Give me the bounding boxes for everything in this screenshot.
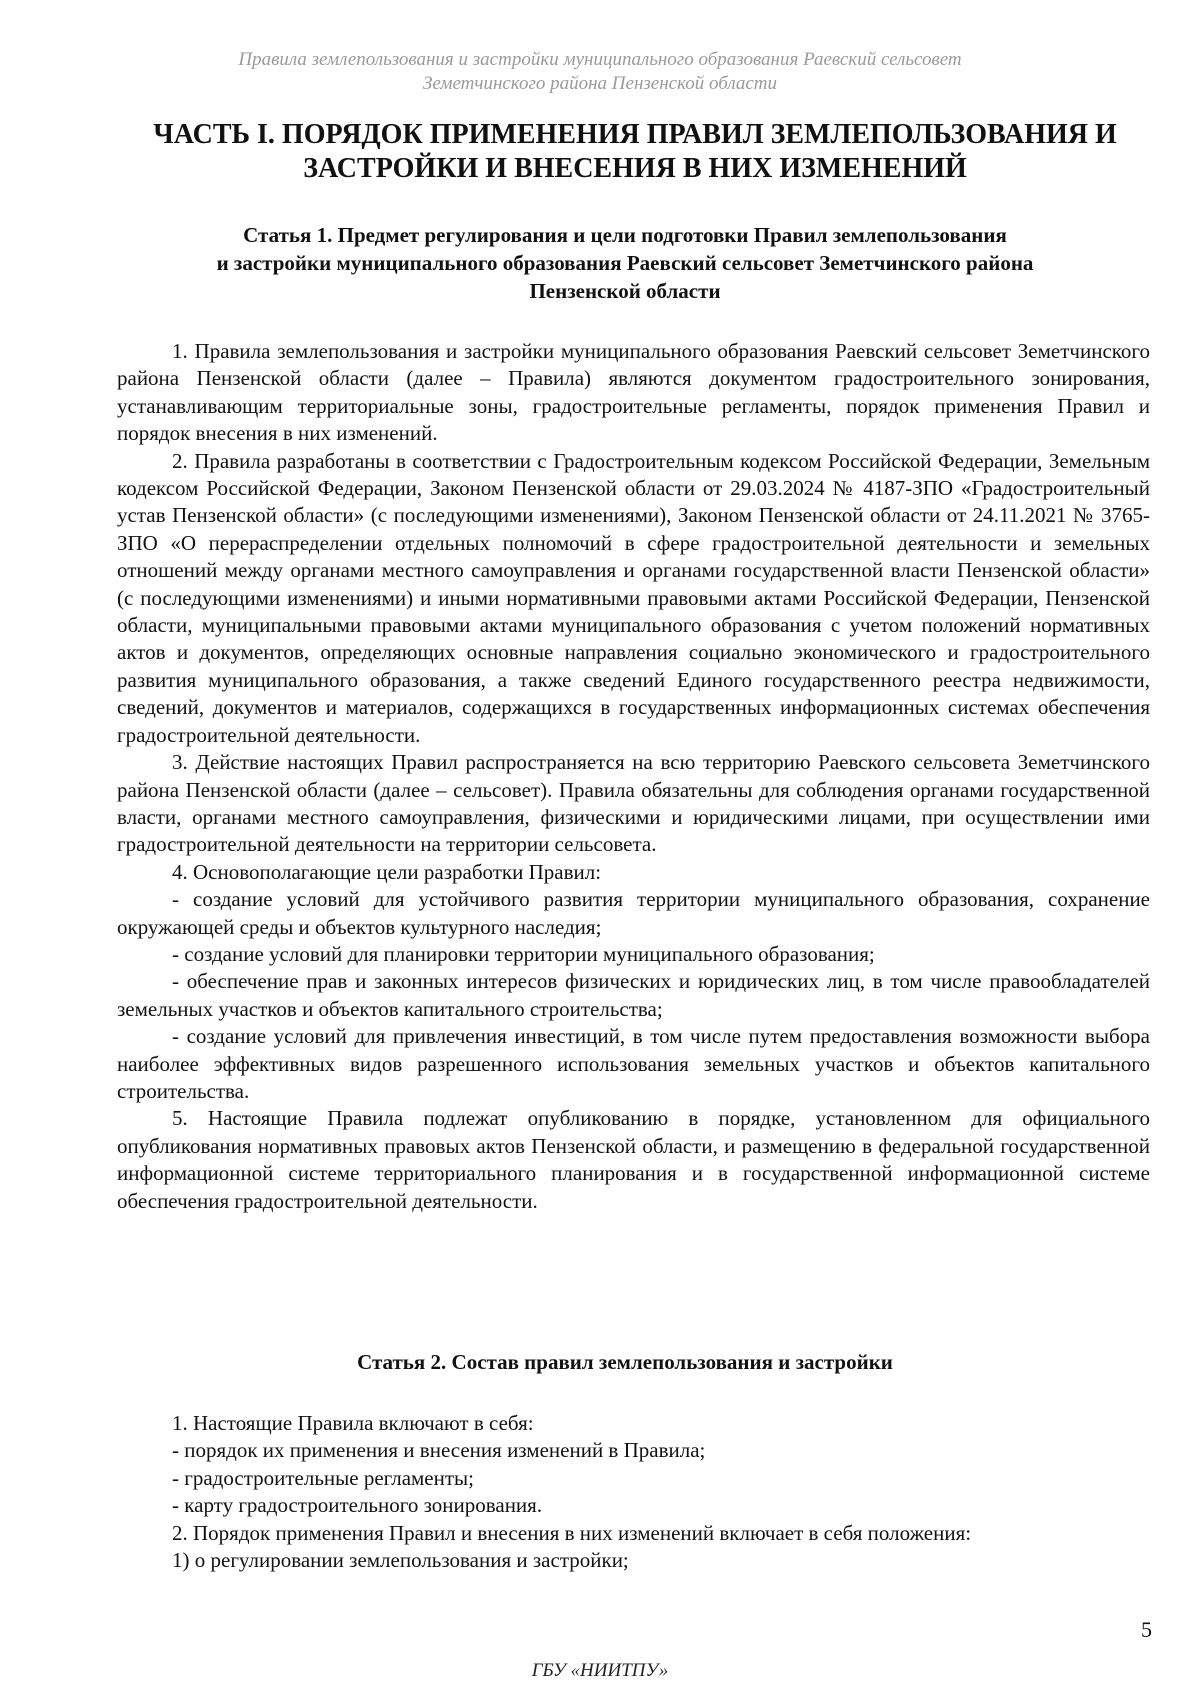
list-item: - градостроительные регламенты; (172, 1465, 474, 1490)
article-2-title (150, 1348, 1100, 1376)
running-header-line-1: Правила землепользования и застройки муниципального образования Раевский сельсовет (238, 49, 962, 70)
paragraph: 2. Правила разработаны в соответствии с Градостроительным кодексом Российской Федерации, Земельным кодексом Российской Федерации, Законом Пензенской области от 29.03.2024 № 4187-ЗПО «Градостроительный устав Пензенской области» (с последующими изменениями), Законом Пензенской области от 24.11.2021 № 3765-ЗПО «О перераспределении отдельных полномочий в сфере градостроительной деятельности и земельных отношений между органами местного самоуправления и органами государственной власти Пензенской области» (с последующими изменениями) и иными нормативными правовыми актами Российской Федерации, Пензенской области, муниципальными правовыми актами муниципального образования с учетом положений нормативных актов и документов, определяющих основные направления социально экономического и градостроительного развития муниципального образования, а также сведений Единого государственного реестра недвижимости, сведений, документов и материалов, содержащихся в государственных информационных системах обеспечения градостроительной деятельности. (117, 448, 1150, 747)
list-item: 2. Порядок применения Правил и внесения в них изменений включает в себя положения: (172, 1520, 972, 1545)
article-1-title (150, 221, 1100, 305)
list-item: 1. Настоящие Правила включают в себя: (172, 1411, 534, 1435)
article-1-title-line-3: Пензенской области (529, 279, 721, 303)
running-header-line-2: Земетчинского района Пензенской области (422, 73, 778, 94)
article-1-title-line-2: и застройки муниципального образования Раевский сельсовет Земетчинского района (216, 251, 1034, 275)
running-header (180, 48, 1020, 96)
part-title-line-2: ЗАСТРОЙКИ И ВНЕСЕНИЯ В НИХ ИЗМЕНЕНИЙ (303, 153, 967, 184)
paragraph: 3. Действие настоящих Правил распространяется на всю территорию Раевского сельсовета Земетчинского района Пензенской области (далее – сельсовет). Правила обязательны для соблюдения органами государственной власти, органами местного самоуправления, физическими и юридическими лицами, при осуществлении ими градостроительной деятельности на территории сельсовета. (117, 750, 1150, 857)
list-item: - карту градостроительного зонирования. (172, 1493, 543, 1518)
page-number: 5 (1141, 1617, 1152, 1642)
paragraph: 1. Правила землепользования и застройки муниципального образования Раевский сельсовет Земетчинского района Пензенской области (далее – Правила) являются документом градостроительного зонирования, устанавливающим территориальные зоны, градостроительные регламенты, порядок применения Правил и порядок внесения в них изменений. (117, 339, 1150, 446)
list-item: 1) о регулировании землепользования и застройки; (172, 1548, 629, 1573)
list-item: - создание условий для привлечения инвестиций, в том числе путем предоставления возможности выбора наиболее эффективных видов разрешенного использования земельных участков и объектов капитального строительства. (117, 1024, 1150, 1103)
part-title-line-1: ЧАСТЬ I. ПОРЯДОК ПРИМЕНЕНИЯ ПРАВИЛ ЗЕМЛЕПОЛЬЗОВАНИЯ И (153, 119, 1117, 150)
article-1-title-line-1: Статья 1. Предмет регулирования и цели подготовки Правил землепользования (243, 223, 1007, 247)
list-item: - обеспечение прав и законных интересов физических и юридических лиц, в том числе правообладателей земельных участков и объектов капитального строительства; (117, 969, 1150, 1021)
list-item: - порядок их применения и внесения изменений в Правила; (172, 1438, 706, 1463)
article-2-body (117, 1410, 1150, 1574)
part-title (120, 118, 1150, 186)
article-1-body (117, 338, 1150, 1215)
list-item: - создание условий для устойчивого развития территории муниципального образования, сохранение окружающей среды и объектов культурного наследия; (117, 887, 1150, 939)
paragraph: 4. Основополагающие цели разработки Правил: (172, 859, 602, 884)
list-item: - создание условий для планировки территории муниципального образования; (172, 941, 875, 966)
footer: ГБУ «НИИТПУ» (531, 1660, 669, 1681)
article-2-title-text: Статья 2. Состав правил землепользования и застройки (357, 1350, 893, 1374)
paragraph: 5. Настоящие Правила подлежат опубликованию в порядке, установленном для официального опубликования нормативных правовых актов Пензенской области, и размещению в федеральной государственной информационной системе территориального планирования и в государственной информационной системе обеспечения градостроительной деятельности. (117, 1106, 1150, 1213)
